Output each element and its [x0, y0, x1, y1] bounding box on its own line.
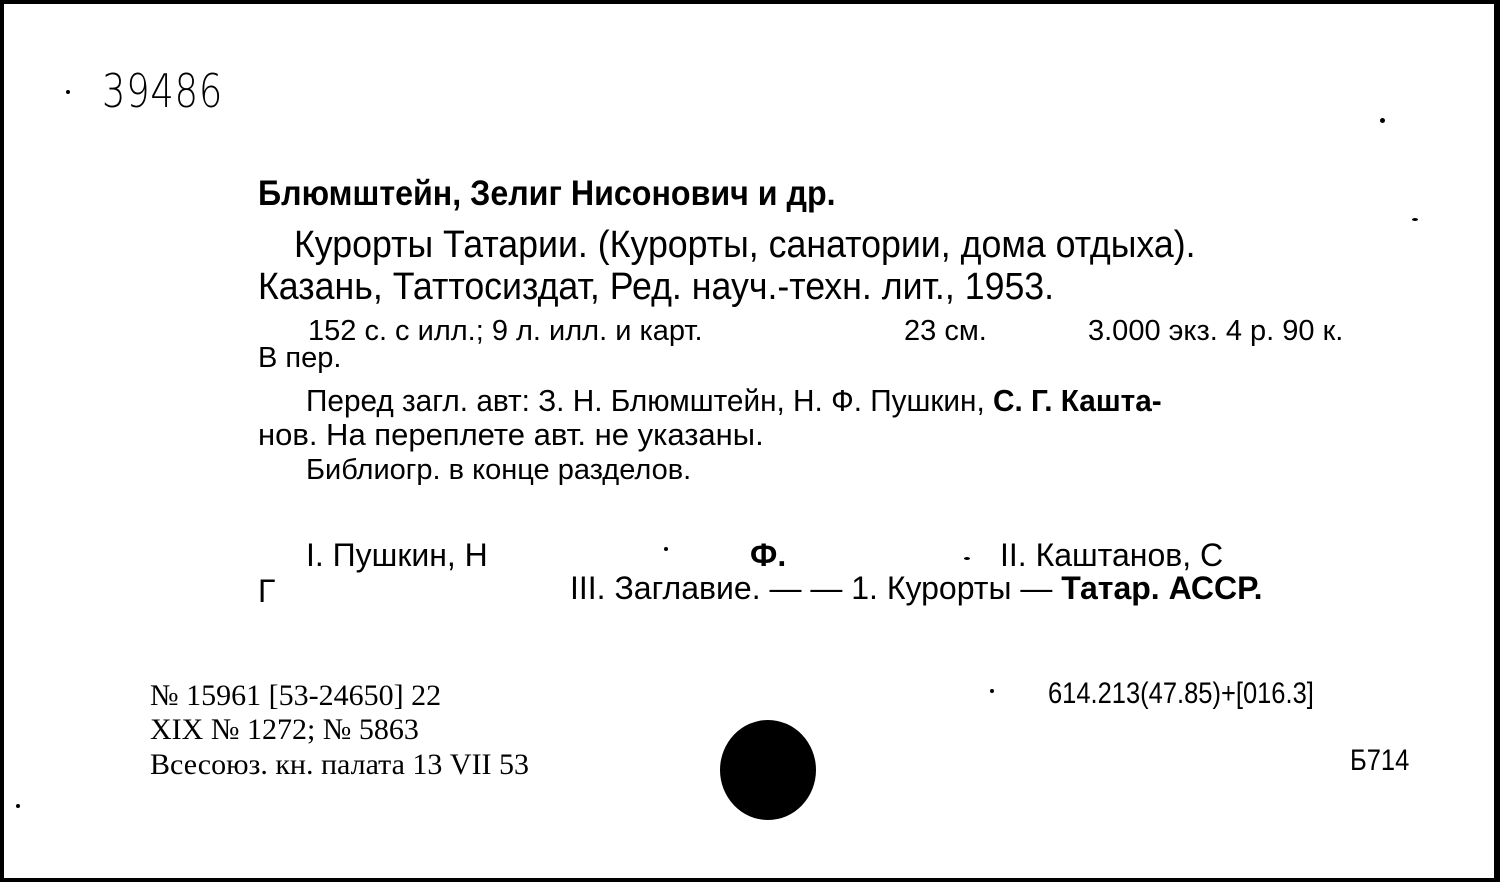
speck [990, 689, 994, 693]
collation-copies-price: 3.000 экз. 4 р. 90 к. [1088, 315, 1344, 347]
speck [964, 557, 970, 560]
authors-note-text: Перед загл. авт: З. Н. Блюмштейн, Н. Ф. Пушкин, [306, 383, 985, 418]
speck [1412, 218, 1418, 221]
imprint: Казань, Таттосиздат, Ред. науч.-техн. лит., 1953. [258, 266, 1055, 308]
book-title: Курорты Татарии. (Курорты, санатории, дома отдыха). [294, 224, 1196, 266]
shelf-code: Б714 [1350, 744, 1410, 777]
series-number: XIX № 1272; № 5863 [150, 713, 419, 746]
collation-pages: 152 с. с илл.; 9 л. илл. и карт. [308, 315, 703, 347]
tracing-1: I. Пушкин, Н [306, 537, 488, 573]
tracing-3-subject [570, 572, 1263, 604]
tracing-1-initial: Ф. [750, 537, 787, 573]
tracing-3-bold: Татар. АССР. [1061, 570, 1263, 606]
authors-note-bold: С. Г. Кашта- [993, 383, 1162, 418]
tracing-2: II. Каштанов, С [1000, 537, 1224, 573]
tracing-2-initial: Г [258, 573, 276, 609]
speck [66, 90, 70, 94]
author-heading: Блюмштейн, Зелиг Нисонович и др. [258, 174, 836, 213]
catalog-card [4, 4, 1494, 878]
tracing-3-text: III. Заглавие. — — 1. Курорты — [570, 570, 1062, 606]
book-chamber: Всесоюз. кн. палата 13 VII 53 [150, 748, 530, 781]
collation-size: 23 см. [904, 315, 987, 347]
bibliography-note: Библиогр. в конце разделов. [306, 454, 692, 486]
record-number: № 15961 [53-24650] 22 [150, 679, 442, 712]
authors-note-line2: нов. На переплете авт. не указаны. [258, 417, 764, 452]
handwritten-inventory-number: 39486 [102, 64, 224, 118]
speck [1380, 118, 1385, 123]
speck [664, 547, 668, 551]
speck [16, 804, 20, 808]
binding-note: В пер. [258, 342, 342, 374]
authors-note-line1 [306, 385, 1162, 416]
udc-classification: 614.213(47.85)+[016.3] [1048, 677, 1314, 710]
punch-hole [720, 720, 816, 820]
